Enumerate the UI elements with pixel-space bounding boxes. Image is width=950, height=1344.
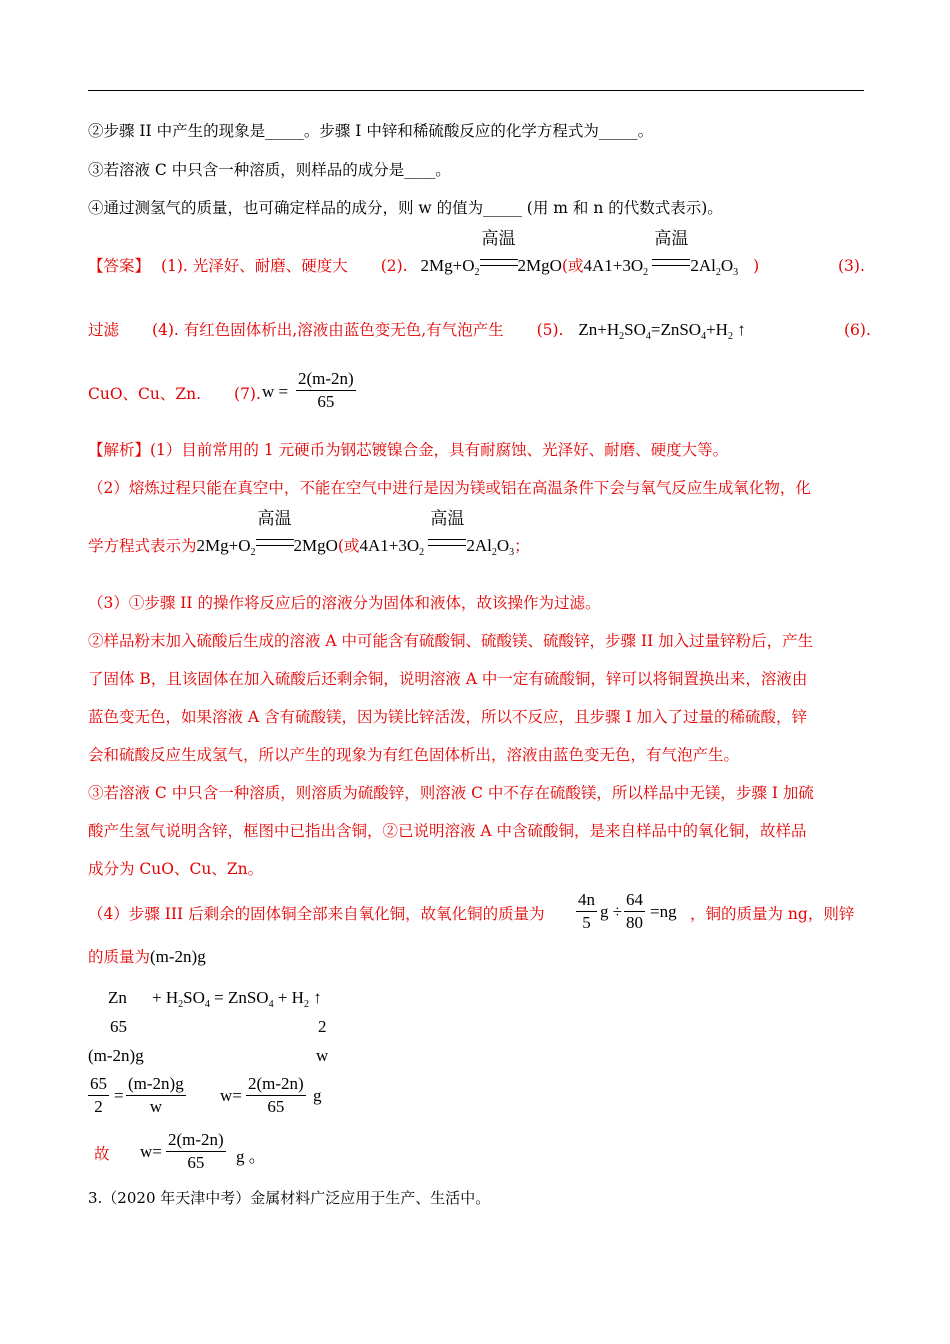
answer-2-or: (或 [561, 257, 584, 275]
analysis-4c: 蓝色变无色，如果溶液 A 含有硫酸镁，因为镁比锌活泼，所以不反应，且步骤 I 加入了过量的稀硫酸，锌 [88, 708, 808, 726]
calc-ratio-2 [126, 1074, 186, 1117]
analysis-6b-text: 的质量为 [88, 948, 151, 966]
answer-7-num-text: 2(m-2n) [296, 369, 356, 391]
calc-zn: Zn [108, 988, 127, 1007]
answer-3: 过滤 [88, 321, 120, 339]
condition-label: 高温 [481, 229, 516, 248]
answer-line-1 [88, 229, 865, 283]
answer-7-den-text: 65 [317, 392, 335, 411]
answer-5-equation: $Zn+H_2SO_4=ZnSO_4+H_2$ ↑ [578, 320, 746, 342]
frac2-den: 80 [626, 913, 643, 932]
answer-6-num: (6). [844, 321, 871, 339]
calc-plus: + [152, 988, 162, 1007]
question-2: ②步骤 II 中产生的现象是_____。步骤 I 中锌和稀硫酸反应的化学方程式为_____。 [88, 122, 654, 140]
calc-final-fraction [166, 1130, 226, 1173]
calc-r2-den: w [149, 1097, 162, 1116]
answer-7-fraction [296, 369, 356, 412]
calc-r1-num: 65 [88, 1074, 109, 1096]
calc-equation: + $H_2SO_4$ = ZnSO$_4$ + $H_2$ ↑ [152, 988, 322, 1010]
calc-r3-den: 65 [267, 1097, 285, 1116]
answer-2-num: (2). [380, 257, 408, 275]
answer-4: (4). 有红色固体析出,溶液由蓝色变无色,有气泡产生 [151, 321, 504, 339]
question-3: ③若溶液 C 中只含一种溶质，则样品的成分是____。 [88, 161, 451, 179]
calc-r2-num: (m-2n)g [126, 1074, 186, 1096]
answer-2-close: ) [753, 257, 760, 275]
answer-label: 【答案】 [88, 257, 151, 275]
analysis-1: 【解析】(1）目前常用的 1 元硬币为钢芯镀镍合金，具有耐腐蚀、光泽好、耐磨、硬度大等。 [88, 441, 729, 459]
calc-r3-num: 2(m-2n) [246, 1074, 306, 1096]
analysis-4b: 了固体 B，且该固体在加入硫酸后还剩余铜，说明溶液 A 中一定有硫酸铜，锌可以将铜置换出来，溶液由 [88, 670, 808, 688]
analysis-2-end: ； [514, 537, 530, 555]
analysis-6-frac-1 [576, 890, 597, 933]
analysis-5a: ③若溶液 C 中只含一种溶质，则溶质为硫酸锌，则溶液 C 中不存在硫酸镁，所以样品中无镁，步骤 I 加硫 [88, 784, 814, 802]
calc-final-gu: 故 [94, 1145, 110, 1163]
analysis-2b [88, 509, 530, 563]
answer-2-alt-equation: $4A1+3O_2$ 高温 $2Al_2O_3$ [583, 229, 739, 278]
analysis-2-alt-equation: $4A1+3O_2$ 高温 $2Al_2O_3$ [359, 509, 515, 558]
analysis-6-tail: ，铜的质量为 ng，则锌 [690, 905, 855, 923]
condition-label-3: 高温 [257, 509, 292, 528]
analysis-6b [88, 947, 206, 967]
analysis-3: （3）①步骤 II 的操作将反应后的溶液分为固体和液体，故该操作为过滤。 [88, 594, 601, 612]
analysis-2a: （2）熔炼过程只能在真空中，不能在空气中进行是因为镁或铝在高温条件下会与氧气反应生成氧化物，化 [88, 479, 811, 497]
analysis-4a: ②样品粉末加入硫酸后生成的溶液 A 中可能含有硫酸铜、硫酸镁、硫酸锌，步骤 II 加入过量锌粉后，产生 [88, 632, 814, 650]
calc-ratio-1 [88, 1074, 109, 1117]
calc-w: w [316, 1046, 329, 1065]
analysis-6-frac-2 [624, 890, 645, 933]
answer-line-2 [88, 320, 871, 347]
calc-final-den: 65 [187, 1153, 205, 1172]
question-4: ④通过测氢气的质量，也可确定样品的成分，则 w 的值为_____ (用 m 和 n 的代数式表示)。 [88, 199, 723, 217]
calc-eq: = [114, 1086, 124, 1105]
analysis-6a [88, 904, 545, 924]
calc-sample-mass: (m-2n)g [88, 1046, 144, 1065]
calc-ratio-3 [246, 1074, 306, 1117]
answer-6: CuO、Cu、Zn. [88, 385, 202, 403]
analysis-5b: 酸产生氢气说明含锌，框图中已指出含铜，②已说明溶液 A 中含硫酸铜，是来自样品中的氧化铜，故样品 [88, 822, 807, 840]
analysis-2-equation: $2Mg+O_2$ 高温 2MgO [196, 509, 338, 558]
analysis-6-after: =ng [650, 902, 677, 921]
analysis-6b-expr: (m-2n)g [150, 947, 206, 966]
calc-zn-mass: 65 [110, 1017, 127, 1036]
answer-1: (1). 光泽好、耐磨、硬度大 [160, 257, 348, 275]
analysis-5c: 成分为 CuO、Cu、Zn。 [88, 860, 264, 878]
answer-7-num: (7). [234, 385, 261, 403]
answer-2-equation: $2Mg+O_2$ 高温 2MgO [420, 229, 562, 278]
calc-final-num: 2(m-2n) [166, 1130, 226, 1152]
answer-line-3 [88, 384, 261, 404]
answer-7-w: w = [262, 382, 289, 401]
analysis-6-mid: g ÷ [600, 902, 623, 921]
calc-final-g: g 。 [236, 1147, 266, 1166]
analysis-6a-text: （4）步骤 III 后剩余的固体铜全部来自氧化铜，故氧化铜的质量为 [88, 905, 545, 923]
analysis-2b-text: 学方程式表示为 [88, 537, 197, 555]
calc-r1-den: 2 [94, 1097, 103, 1116]
calc-h2-mass: 2 [318, 1017, 327, 1036]
calc-g: g [313, 1086, 322, 1105]
frac2-num: 64 [624, 890, 645, 912]
analysis-2-or: (或 [337, 537, 360, 555]
condition-label-2: 高温 [654, 229, 689, 248]
answer-5-num: (5). [536, 321, 564, 339]
condition-label-4: 高温 [430, 509, 465, 528]
header-rule [88, 90, 864, 91]
calc-w-lhs: w= [220, 1086, 242, 1105]
frac1-den: 5 [582, 913, 591, 932]
next-question: 3.（2020 年天津中考）金属材料广泛应用于生产、生活中。 [88, 1189, 491, 1207]
calc-final-w: w= [140, 1142, 162, 1161]
analysis-4d: 会和硫酸反应生成氢气，所以产生的现象为有红色固体析出，溶液由蓝色变无色，有气泡产生。 [88, 746, 740, 764]
frac1-num: 4n [576, 890, 597, 912]
answer-3-num: (3). [838, 257, 865, 275]
